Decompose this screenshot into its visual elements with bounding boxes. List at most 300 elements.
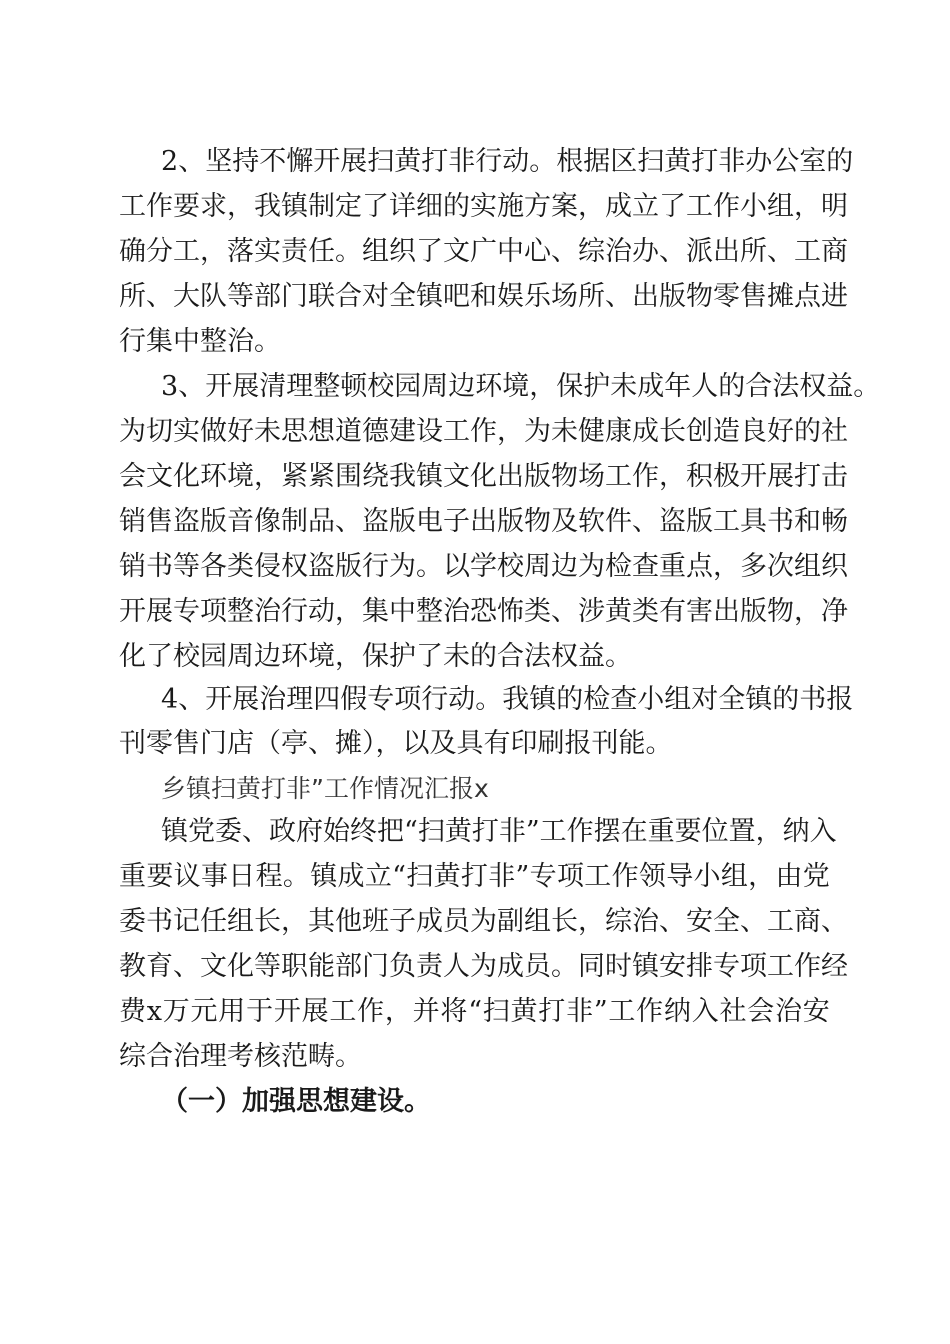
report-body-line-3-char: 商: [794, 906, 821, 937]
report-body-line-4-char: 人: [443, 951, 470, 982]
paragraph-item-2-line-4-char: 所: [578, 281, 605, 312]
paragraph-item-2-line-1-char: 室: [799, 146, 827, 177]
paragraph-item-2-line-3-char: 、: [767, 236, 794, 267]
report-body-line-3-char: 、: [821, 906, 848, 937]
report-body-line-2-char: 议: [173, 861, 201, 892]
report-body-line-4-char: 能: [308, 951, 335, 982]
paragraph-item-2-line-2-char: 详: [389, 191, 416, 222]
report-body-line-3-char: 他: [335, 906, 362, 937]
paragraph-item-3-line-4: [119, 502, 848, 542]
report-body-line-3-char: 安: [686, 906, 713, 937]
paragraph-item-4-line-1: [161, 680, 854, 720]
paragraph-item-3-line-3-char: 镇: [416, 461, 443, 492]
report-body-line-3-char: 副: [497, 906, 524, 937]
paragraph-item-2-line-1-char: 黄: [664, 146, 692, 177]
report-body-line-1-char: 位: [701, 816, 729, 847]
report-body-line-5-char: 作: [636, 996, 664, 1027]
paragraph-item-2-line-1-char: 非: [718, 146, 746, 177]
report-body-line-4-char: 镇: [632, 951, 659, 982]
report-body-line-2-char: 导: [666, 861, 694, 892]
paragraph-item-2-line-1-char: 2: [161, 146, 179, 177]
report-body-line-4-char: 作: [794, 951, 821, 982]
paragraph-item-2-line-2-char: 方: [524, 191, 551, 222]
paragraph-item-2-line-2-char: 实: [470, 191, 497, 222]
paragraph-item-3-line-3-char: 文: [443, 461, 470, 492]
paragraph-item-4-line-1-char: 、: [178, 684, 206, 715]
report-body-line-3-char: 任: [200, 906, 227, 937]
paragraph-item-2-line-4-char: 镇: [416, 281, 443, 312]
report-body-line-5-char: 社: [719, 996, 747, 1027]
report-body-line-2-char: 黄: [433, 861, 461, 892]
paragraph-item-2-line-2-char: 作: [146, 191, 173, 222]
paragraph-item-2-line-1-char: 。: [529, 146, 557, 177]
paragraph-item-3-line-6-char: 有: [659, 596, 686, 627]
paragraph-item-2-line-2-char: 了: [659, 191, 686, 222]
report-body-line-1-char: 扫: [417, 816, 445, 847]
report-body-line-2-char: 领: [638, 861, 666, 892]
paragraph-item-3-line-4-char: 版: [200, 506, 227, 537]
report-body-line-3-char: 记: [173, 906, 200, 937]
paragraph-item-3-line-2-char: 实: [173, 416, 200, 447]
paragraph-item-2-line-2: [119, 187, 848, 227]
paragraph-item-3-line-1-char: 环: [475, 371, 503, 402]
report-body-line-1-char: 委: [215, 816, 242, 847]
paragraph-item-4-line-1-char: 理: [286, 684, 314, 715]
paragraph-item-3-line-2-char: 社: [821, 416, 848, 447]
paragraph-item-2-line-1-char: 非: [448, 146, 476, 177]
paragraph-item-3-line-5-char: 类: [227, 551, 254, 582]
paragraph-item-2-line-1-char: 打: [421, 146, 449, 177]
report-body-line-1-char: 黄: [444, 816, 472, 847]
paragraph-item-2-line-3-char: 工: [794, 236, 821, 267]
paragraph-item-3-line-3: [119, 457, 848, 497]
paragraph-item-3-line-4-char: 畅: [821, 506, 848, 537]
report-body-line-2-char: 程: [255, 861, 283, 892]
report-body-line-3-char: 组: [227, 906, 254, 937]
paragraph-item-3-line-2-char: 做: [200, 416, 227, 447]
report-body-line-2-char: 非: [488, 861, 516, 892]
paragraph-item-3-line-2-char: 好: [227, 416, 254, 447]
report-body-line-1-char: 、: [242, 816, 269, 847]
paragraph-item-3-line-3-char: 展: [767, 461, 794, 492]
paragraph-item-4-line-1-char: 查: [610, 684, 638, 715]
paragraph-item-2-line-3-char: 分: [146, 236, 173, 267]
report-body-line-3: [119, 902, 848, 942]
paragraph-item-2-line-2-char: ，: [227, 191, 254, 222]
paragraph-item-3-line-5-char: 次: [767, 551, 794, 582]
paragraph-item-4-line-1-char: 我: [502, 684, 530, 715]
paragraph-item-3-line-1-char: 合: [745, 371, 773, 402]
paragraph-item-3-line-4-char: 销: [119, 506, 146, 537]
paragraph-item-3-line-4-char: 盗: [659, 506, 686, 537]
report-body-line-4-char: 同: [578, 951, 605, 982]
paragraph-item-2-line-3-char: 织: [389, 236, 416, 267]
paragraph-item-3-line-3-char: 文: [146, 461, 173, 492]
report-body-line-1-char: 镇: [161, 816, 188, 847]
report-body-line-2-char: 工: [584, 861, 612, 892]
paragraph-item-2-line-4-char: 吧: [443, 281, 470, 312]
paragraph-item-2-line-3-char: 了: [416, 236, 443, 267]
paragraph-item-3-line-1-char: 护: [583, 371, 611, 402]
paragraph-item-3-line-3-char: 场: [578, 461, 605, 492]
paragraph-item-2-line-3-char: 任: [308, 236, 335, 267]
paragraph-item-3-line-4-char: 软: [578, 506, 605, 537]
paragraph-item-3-line-2-char: 良: [740, 416, 767, 447]
report-body-line-1-char: 把: [377, 816, 404, 847]
paragraph-item-2-line-4-char: 、: [146, 281, 173, 312]
paragraph-item-3-line-5-char: 检: [605, 551, 632, 582]
paragraph-item-2-line-3-char: 中: [497, 236, 524, 267]
paragraph-item-2-line-3-char: 文: [443, 236, 470, 267]
report-body-line-5-char: 扫: [482, 996, 510, 1027]
paragraph-item-3-line-6-char: ，: [794, 596, 821, 627]
paragraph-item-2-line-3-char: 派: [686, 236, 713, 267]
report-title: 乡镇扫黄打非”工作情况汇报x: [161, 774, 489, 803]
paragraph-item-4-line-1-char: 的: [556, 684, 584, 715]
paragraph-item-3-line-5-char: 组: [794, 551, 821, 582]
paragraph-item-4-line-1-char: 行: [421, 684, 449, 715]
paragraph-item-3-line-5-char: 销: [119, 551, 146, 582]
paragraph-item-3-line-2-char: 的: [794, 416, 821, 447]
paragraph-item-3-line-3-char: 环: [200, 461, 227, 492]
paragraph-item-2-line-3-char: 责: [281, 236, 308, 267]
paragraph-item-3-line-1-char: 益: [826, 371, 854, 402]
paragraph-item-3-line-6-char: 物: [767, 596, 794, 627]
paragraph-item-2-line-4-char: 部: [254, 281, 281, 312]
paragraph-item-4-line-1-char: 检: [583, 684, 611, 715]
paragraph-item-3-line-6-char: 行: [281, 596, 308, 627]
paragraph-item-3-line-4-char: 像: [254, 506, 281, 537]
paragraph-item-4-line-1-char: 动: [448, 684, 476, 715]
paragraph-item-3-line-5-char: 学: [470, 551, 497, 582]
paragraph-item-2-line-4-char: 乐: [524, 281, 551, 312]
report-body-line-1-char: 摆: [593, 816, 621, 847]
report-body-line-1-char: 始: [323, 816, 350, 847]
paragraph-item-3-line-3-char: 积: [686, 461, 713, 492]
paragraph-item-2-line-4-char: 摊: [767, 281, 794, 312]
paragraph-item-2-line-4-char: 所: [119, 281, 146, 312]
report-body-line-4-char: 。: [551, 951, 578, 982]
report-body-line-3-char: 长: [551, 906, 578, 937]
report-body-line-1-char: 终: [350, 816, 377, 847]
report-body-line-6: 综合治理考核范畴。: [119, 1041, 362, 1072]
report-body-line-2-char: 打: [460, 861, 488, 892]
paragraph-item-2-line-1-char: 根: [556, 146, 584, 177]
report-body-line-3-char: 为: [470, 906, 497, 937]
report-body-line-1-char: 纳: [782, 816, 810, 847]
paragraph-item-3-line-4-char: 、: [335, 506, 362, 537]
paragraph-item-3-line-1-char: 保: [556, 371, 584, 402]
report-body-line-1-char: 入: [809, 816, 837, 847]
paragraph-item-2-line-1-char: 不: [259, 146, 287, 177]
report-body-line-5-char: 会: [747, 996, 775, 1027]
paragraph-item-3-line-5-char: 盗: [308, 551, 335, 582]
paragraph-item-2-line-4-char: 全: [389, 281, 416, 312]
report-body-line-1-char: 要: [674, 816, 702, 847]
report-body-line-5-char: 打: [538, 996, 566, 1027]
paragraph-item-3-line-3-char: 绕: [362, 461, 389, 492]
paragraph-item-3-line-4-char: 盗: [362, 506, 389, 537]
paragraph-item-3-line-2-char: 成: [632, 416, 659, 447]
paragraph-item-2-line-4-char: 门: [281, 281, 308, 312]
paragraph-item-4-line-1-char: 4: [161, 684, 179, 715]
paragraph-item-3-line-2-char: 道: [335, 416, 362, 447]
paragraph-item-3-line-3-char: 我: [389, 461, 416, 492]
paragraph-item-3-line-4-char: 出: [470, 506, 497, 537]
paragraph-item-4-line-1-char: 组: [664, 684, 692, 715]
paragraph-item-3-line-2-char: 作: [470, 416, 497, 447]
report-body-line-3-char: 其: [308, 906, 335, 937]
paragraph-item-2-line-1-char: 、: [178, 146, 206, 177]
report-body-line-3-char: 班: [362, 906, 389, 937]
section-heading: （一）加强思想建设。: [161, 1086, 431, 1117]
paragraph-item-3-line-5-char: 重: [659, 551, 686, 582]
paragraph-item-2-line-1-char: 扫: [637, 146, 665, 177]
report-body-line-4-char: 为: [470, 951, 497, 982]
report-body-line-3-char: 员: [443, 906, 470, 937]
paragraph-item-2-line-2-char: 组: [767, 191, 794, 222]
paragraph-item-2-line-4-char: 售: [740, 281, 767, 312]
report-body-line-1-char: 置: [728, 816, 756, 847]
paragraph-item-2-line-1-char: 行: [475, 146, 503, 177]
paragraph-item-4-line-1-char: 治: [259, 684, 287, 715]
paragraph-item-2-line-2-char: 了: [362, 191, 389, 222]
report-body-line-4-char: 成: [497, 951, 524, 982]
paragraph-item-3-line-2-char: 德: [362, 416, 389, 447]
paragraph-item-3-line-5-char: 版: [335, 551, 362, 582]
report-body-line-2-char: 组: [720, 861, 748, 892]
paragraph-item-4-line-1-char: 开: [205, 684, 233, 715]
paragraph-item-3-line-4-char: 盗: [173, 506, 200, 537]
report-body-line-4-char: 时: [605, 951, 632, 982]
paragraph-item-2-line-4-char: 零: [713, 281, 740, 312]
report-body-line-1-char: ”: [525, 816, 540, 847]
paragraph-item-3-line-1-char: 未: [610, 371, 638, 402]
paragraph-item-4-line-1-char: 展: [232, 684, 260, 715]
paragraph-item-2-line-4-char: 等: [227, 281, 254, 312]
paragraph-item-2-line-1-char: 开: [313, 146, 341, 177]
paragraph-item-3-line-5-char: 点: [686, 551, 713, 582]
paragraph-item-2-line-3-char: 、: [551, 236, 578, 267]
report-body-line-4-char: 化: [227, 951, 254, 982]
paragraph-item-3-line-5-char: ，: [713, 551, 740, 582]
paragraph-item-3-line-3-char: 出: [497, 461, 524, 492]
report-body-line-5-char: 安: [802, 996, 830, 1027]
paragraph-item-2-line-3-char: 工: [173, 236, 200, 267]
report-body-line-2-char: 扫: [406, 861, 434, 892]
paragraph-item-4-line-1-char: 小: [637, 684, 665, 715]
paragraph-item-3-line-3-char: 工: [605, 461, 632, 492]
paragraph-item-2-line-1-char: 黄: [394, 146, 422, 177]
report-body-line-1-char: 非: [498, 816, 526, 847]
report-body-line-4-char: 职: [281, 951, 308, 982]
paragraph-item-3-line-5-char: 周: [524, 551, 551, 582]
paragraph-item-2-line-1-char: 公: [772, 146, 800, 177]
paragraph-item-3-line-6-char: 出: [713, 596, 740, 627]
paragraph-item-2-line-1-char: 坚: [205, 146, 233, 177]
paragraph-item-4-line-1-char: 对: [691, 684, 719, 715]
paragraph-item-3-line-2-char: 想: [308, 416, 335, 447]
paragraph-item-2-line-4-char: 和: [470, 281, 497, 312]
paragraph-item-2-line-3-char: 综: [578, 236, 605, 267]
report-body-line-4-char: 部: [335, 951, 362, 982]
paragraph-item-3-line-3-char: 打: [794, 461, 821, 492]
paragraph-item-3-line-6-char: 类: [632, 596, 659, 627]
report-body-line-1: [161, 812, 837, 852]
paragraph-item-2-line-3-char: 治: [605, 236, 632, 267]
paragraph-item-2-line-2-char: 施: [497, 191, 524, 222]
paragraph-item-3-line-4-char: 物: [524, 506, 551, 537]
paragraph-item-3-line-3-char: 击: [821, 461, 848, 492]
paragraph-item-2-line-2-char: 工: [686, 191, 713, 222]
paragraph-item-2-line-3-char: 所: [740, 236, 767, 267]
paragraph-item-3-line-3-char: ，: [254, 461, 281, 492]
paragraph-item-3-line-5-char: 以: [443, 551, 470, 582]
paragraph-item-2-line-1-char: 区: [610, 146, 638, 177]
paragraph-item-2-line-1-char: 展: [340, 146, 368, 177]
paragraph-item-3-line-5-char: 校: [497, 551, 524, 582]
paragraph-item-3-line-3-char: 化: [470, 461, 497, 492]
paragraph-item-3-line-2-char: 健: [578, 416, 605, 447]
paragraph-item-2-line-1-char: 动: [502, 146, 530, 177]
report-body-line-3-char: 子: [389, 906, 416, 937]
paragraph-item-3-line-1-char: 理: [286, 371, 314, 402]
paragraph-item-3-line-4-char: 具: [740, 506, 767, 537]
paragraph-item-2-line-4-char: 大: [173, 281, 200, 312]
paragraph-item-3-line-1-char: 校: [367, 371, 395, 402]
paragraph-item-3-line-5-char: 边: [551, 551, 578, 582]
paragraph-item-3-line-2: [119, 412, 848, 452]
paragraph-item-3-line-5-char: 行: [362, 551, 389, 582]
paragraph-item-2-line-3-char: ，: [200, 236, 227, 267]
paragraph-item-3-line-1-char: 清: [259, 371, 287, 402]
paragraph-item-4-line-1-char: 项: [394, 684, 422, 715]
paragraph-item-4-line-2: 刊零售门店（亭、摊），以及具有印刷报刊能。: [119, 728, 673, 759]
paragraph-item-3-line-2-char: 为: [119, 416, 146, 447]
paragraph-item-2-line-3-char: 广: [470, 236, 497, 267]
paragraph-item-3-line-4-char: 品: [308, 506, 335, 537]
paragraph-item-3-line-6-char: 、: [551, 596, 578, 627]
paragraph-item-2-line-3-char: 、: [659, 236, 686, 267]
report-body-line-4-char: 、: [173, 951, 200, 982]
paragraph-item-2-line-4-char: 物: [686, 281, 713, 312]
report-body-line-4-char: 经: [821, 951, 848, 982]
report-body-line-2: [119, 857, 830, 897]
paragraph-item-3-line-7: 化了校园周边环境，保护了未的合法权益。: [119, 641, 632, 672]
paragraph-item-2-line-3-char: 出: [713, 236, 740, 267]
paragraph-item-4-line-1-char: 报: [826, 684, 854, 715]
paragraph-item-3-line-6-char: 项: [200, 596, 227, 627]
paragraph-item-2-line-4-char: 出: [632, 281, 659, 312]
paragraph-item-2-line-2-char: 的: [443, 191, 470, 222]
paragraph-item-4-line-1-char: 书: [799, 684, 827, 715]
paragraph-item-3-line-6-char: 整: [227, 596, 254, 627]
paragraph-item-3-line-3-char: 版: [524, 461, 551, 492]
report-body-line-3-char: 工: [767, 906, 794, 937]
paragraph-item-3-line-1-char: 整: [313, 371, 341, 402]
paragraph-item-2-line-2-char: ，: [578, 191, 605, 222]
paragraph-item-3-line-3-char: 紧: [308, 461, 335, 492]
paragraph-item-3-line-3-char: 化: [173, 461, 200, 492]
paragraph-item-2-line-3-char: 商: [821, 236, 848, 267]
paragraph-item-3-line-2-char: 为: [524, 416, 551, 447]
report-body-line-1-char: 党: [188, 816, 215, 847]
report-body-line-4-char: 门: [362, 951, 389, 982]
report-body-line-5-char: 纳: [663, 996, 691, 1027]
paragraph-item-3-line-1-char: ，: [529, 371, 557, 402]
report-body-line-1-char: 重: [647, 816, 675, 847]
paragraph-item-3-line-4-char: 版: [497, 506, 524, 537]
paragraph-item-4-line-1-char: 四: [313, 684, 341, 715]
paragraph-item-3-line-2-char: 思: [281, 416, 308, 447]
paragraph-item-3-line-6-char: 净: [821, 596, 848, 627]
paragraph-item-2-line-3-char: 组: [362, 236, 389, 267]
paragraph-item-3-line-5-char: 侵: [254, 551, 281, 582]
paragraph-item-2-line-1-char: 据: [583, 146, 611, 177]
report-body-line-2-char: 成: [337, 861, 365, 892]
paragraph-item-3-line-5-char: 各: [200, 551, 227, 582]
report-body-line-5-char: 用: [218, 996, 246, 1027]
report-body-line-2-char: 立: [364, 861, 392, 892]
report-body-line-2-char: 镇: [310, 861, 338, 892]
report-body-line-3-char: 综: [605, 906, 632, 937]
paragraph-item-3-line-3-char: 围: [335, 461, 362, 492]
paragraph-item-3-line-6-char: 版: [740, 596, 767, 627]
paragraph-item-2-line-2-char: 案: [551, 191, 578, 222]
paragraph-item-3-line-4-char: 音: [227, 506, 254, 537]
paragraph-item-2-line-2-char: 立: [632, 191, 659, 222]
paragraph-item-2-line-4-char: 对: [362, 281, 389, 312]
paragraph-item-3-line-4-char: 电: [416, 506, 443, 537]
paragraph-item-2-line-1-char: 的: [826, 146, 854, 177]
report-body-line-2-char: 事: [200, 861, 228, 892]
report-body-line-2-char: ”: [515, 861, 530, 892]
paragraph-item-2-line-2-char: 制: [308, 191, 335, 222]
paragraph-item-3-line-2-char: 造: [713, 416, 740, 447]
paragraph-item-3-line-4-char: 和: [794, 506, 821, 537]
paragraph-item-3-line-4-char: 工: [713, 506, 740, 537]
paragraph-item-3-line-6-char: 专: [173, 596, 200, 627]
paragraph-item-2-line-1-char: 扫: [367, 146, 395, 177]
paragraph-item-3-line-2-char: 好: [767, 416, 794, 447]
paragraph-item-2-line-1-char: 持: [232, 146, 260, 177]
paragraph-item-2-line-5: 行集中整治。: [119, 326, 281, 357]
paragraph-item-2-line-4: [119, 277, 848, 317]
paragraph-item-2-line-1-char: 打: [691, 146, 719, 177]
report-body-line-4-char: 工: [767, 951, 794, 982]
paragraph-item-3-line-3-char: 会: [119, 461, 146, 492]
paragraph-item-2-line-4-char: 场: [551, 281, 578, 312]
report-body-line-5-char: 作: [357, 996, 385, 1027]
paragraph-item-3-line-6-char: 中: [389, 596, 416, 627]
report-body-line-2-char: 专: [529, 861, 557, 892]
paragraph-item-2-line-3-char: 落: [227, 236, 254, 267]
paragraph-item-3-line-2-char: 切: [146, 416, 173, 447]
paragraph-item-2-line-3-char: 办: [632, 236, 659, 267]
report-body-line-5-char: 万: [162, 996, 190, 1027]
report-body-line-4-char: 项: [740, 951, 767, 982]
report-body-line-4-char: 责: [416, 951, 443, 982]
paragraph-item-3-line-6-char: 整: [416, 596, 443, 627]
report-body-line-3-char: 书: [146, 906, 173, 937]
paragraph-item-3-line-1-char: 成: [637, 371, 665, 402]
report-body-line-4-char: 教: [119, 951, 146, 982]
paragraph-item-3-line-2-char: 建: [389, 416, 416, 447]
paragraph-item-3-line-5-char: 为: [578, 551, 605, 582]
paragraph-item-2-line-4-char: 点: [794, 281, 821, 312]
paragraph-item-3-line-4-char: 版: [686, 506, 713, 537]
paragraph-item-2-line-3-char: 确: [119, 236, 146, 267]
